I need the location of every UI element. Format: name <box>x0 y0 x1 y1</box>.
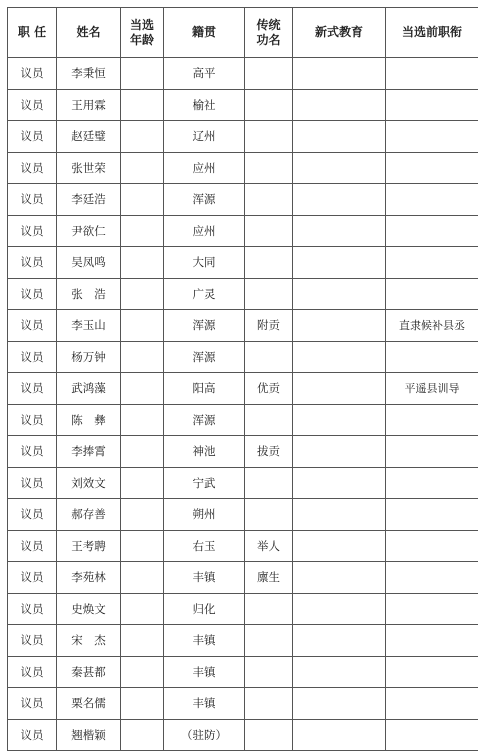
cell-prior-post <box>386 278 478 310</box>
cell-position: 议员 <box>8 436 57 468</box>
cell-native-place: 应州 <box>164 215 245 247</box>
table-row <box>8 656 478 688</box>
cell-position: 议员 <box>8 656 57 688</box>
cell-age <box>121 152 164 184</box>
cell-name: 李苑林 <box>57 562 121 594</box>
header-prior-post: 当选前职衔 <box>386 8 478 58</box>
cell-name: 李玉山 <box>57 310 121 342</box>
cell-age <box>121 373 164 405</box>
cell-prior-post <box>386 688 478 720</box>
cell-education <box>293 310 386 342</box>
cell-native-place: 丰镇 <box>164 625 245 657</box>
cell-name: 杨万钟 <box>57 341 121 373</box>
cell-name: 宋 杰 <box>57 625 121 657</box>
cell-prior-post <box>386 184 478 216</box>
cell-position: 议员 <box>8 562 57 594</box>
cell-education <box>293 89 386 121</box>
cell-native-place: 宁武 <box>164 467 245 499</box>
cell-native-place: 阳高 <box>164 373 245 405</box>
cell-education <box>293 152 386 184</box>
cell-title <box>245 184 293 216</box>
cell-title: 举人 <box>245 530 293 562</box>
cell-age <box>121 499 164 531</box>
cell-position: 议员 <box>8 530 57 562</box>
cell-title <box>245 58 293 90</box>
cell-prior-post <box>386 656 478 688</box>
table-row <box>8 89 478 121</box>
cell-education <box>293 688 386 720</box>
cell-name: 王考聘 <box>57 530 121 562</box>
cell-native-place: 丰镇 <box>164 656 245 688</box>
cell-title <box>245 656 293 688</box>
table-row <box>8 530 478 562</box>
cell-name: 张世荣 <box>57 152 121 184</box>
cell-position: 议员 <box>8 58 57 90</box>
cell-prior-post <box>386 58 478 90</box>
cell-position: 议员 <box>8 625 57 657</box>
cell-title: 优贡 <box>245 373 293 405</box>
cell-age <box>121 215 164 247</box>
cell-name: 李廷浩 <box>57 184 121 216</box>
table-row <box>8 215 478 247</box>
cell-prior-post <box>386 436 478 468</box>
cell-education <box>293 58 386 90</box>
cell-native-place: （驻防） <box>164 719 245 751</box>
cell-native-place: 神池 <box>164 436 245 468</box>
cell-native-place: 浑源 <box>164 184 245 216</box>
cell-name: 吴凤鸣 <box>57 247 121 279</box>
table-row <box>8 719 478 751</box>
cell-position: 议员 <box>8 121 57 153</box>
cell-title <box>245 688 293 720</box>
cell-name: 栗名儒 <box>57 688 121 720</box>
table-row <box>8 184 478 216</box>
cell-age <box>121 278 164 310</box>
cell-native-place: 朔州 <box>164 499 245 531</box>
cell-prior-post <box>386 719 478 751</box>
cell-position: 议员 <box>8 593 57 625</box>
cell-position: 议员 <box>8 278 57 310</box>
cell-prior-post: 平遥县训导 <box>386 373 478 405</box>
cell-education <box>293 656 386 688</box>
table-body <box>8 58 478 751</box>
cell-name: 刘效文 <box>57 467 121 499</box>
table-row <box>8 404 478 436</box>
cell-title <box>245 625 293 657</box>
cell-name: 李捧霄 <box>57 436 121 468</box>
cell-education <box>293 215 386 247</box>
cell-name: 郝存善 <box>57 499 121 531</box>
table-row <box>8 688 478 720</box>
cell-age <box>121 656 164 688</box>
table-row <box>8 341 478 373</box>
cell-name: 秦甚都 <box>57 656 121 688</box>
cell-education <box>293 530 386 562</box>
cell-title <box>245 278 293 310</box>
cell-title <box>245 121 293 153</box>
cell-age <box>121 467 164 499</box>
cell-title <box>245 719 293 751</box>
cell-title <box>245 247 293 279</box>
header-title <box>245 8 293 58</box>
cell-prior-post <box>386 530 478 562</box>
cell-education <box>293 247 386 279</box>
header-age-line1: 当选 <box>129 17 154 32</box>
cell-position: 议员 <box>8 247 57 279</box>
cell-age <box>121 593 164 625</box>
header-age-line2: 年龄 <box>129 32 154 47</box>
cell-prior-post <box>386 562 478 594</box>
members-table <box>7 7 478 751</box>
header-education: 新式教育 <box>293 8 386 58</box>
table-row <box>8 436 478 468</box>
cell-prior-post <box>386 247 478 279</box>
cell-native-place: 大同 <box>164 247 245 279</box>
cell-prior-post <box>386 499 478 531</box>
cell-age <box>121 341 164 373</box>
cell-title <box>245 152 293 184</box>
cell-education <box>293 404 386 436</box>
table-row <box>8 467 478 499</box>
cell-education <box>293 121 386 153</box>
cell-name: 赵廷璧 <box>57 121 121 153</box>
cell-name: 翘楷颖 <box>57 719 121 751</box>
cell-education <box>293 499 386 531</box>
cell-education <box>293 562 386 594</box>
header-title-line2: 功名 <box>256 32 281 47</box>
cell-position: 议员 <box>8 719 57 751</box>
cell-title <box>245 593 293 625</box>
cell-position: 议员 <box>8 499 57 531</box>
cell-native-place: 辽州 <box>164 121 245 153</box>
cell-education <box>293 467 386 499</box>
cell-age <box>121 184 164 216</box>
cell-position: 议员 <box>8 89 57 121</box>
cell-native-place: 高平 <box>164 58 245 90</box>
cell-age <box>121 562 164 594</box>
cell-age <box>121 688 164 720</box>
header-row <box>8 8 478 58</box>
cell-education <box>293 719 386 751</box>
cell-position: 议员 <box>8 373 57 405</box>
table-row <box>8 278 478 310</box>
cell-prior-post <box>386 152 478 184</box>
cell-age <box>121 625 164 657</box>
cell-age <box>121 247 164 279</box>
cell-age <box>121 58 164 90</box>
table-row <box>8 247 478 279</box>
cell-native-place: 应州 <box>164 152 245 184</box>
cell-age <box>121 404 164 436</box>
cell-age <box>121 719 164 751</box>
cell-position: 议员 <box>8 467 57 499</box>
cell-title <box>245 89 293 121</box>
cell-position: 议员 <box>8 404 57 436</box>
cell-education <box>293 436 386 468</box>
cell-prior-post <box>386 341 478 373</box>
cell-native-place: 榆社 <box>164 89 245 121</box>
cell-title: 廪生 <box>245 562 293 594</box>
cell-position: 议员 <box>8 152 57 184</box>
cell-prior-post <box>386 593 478 625</box>
cell-native-place: 右玉 <box>164 530 245 562</box>
cell-native-place: 浑源 <box>164 341 245 373</box>
table-row <box>8 562 478 594</box>
cell-name: 陈 彝 <box>57 404 121 436</box>
header-title-line1: 传统 <box>256 17 281 32</box>
header-age <box>121 8 164 58</box>
cell-title <box>245 467 293 499</box>
table-row <box>8 499 478 531</box>
cell-prior-post <box>386 215 478 247</box>
table-row <box>8 593 478 625</box>
cell-name: 史焕文 <box>57 593 121 625</box>
cell-position: 议员 <box>8 688 57 720</box>
cell-title <box>245 341 293 373</box>
table-row <box>8 310 478 342</box>
cell-education <box>293 373 386 405</box>
table-row <box>8 58 478 90</box>
cell-native-place: 浑源 <box>164 310 245 342</box>
cell-name: 李秉恒 <box>57 58 121 90</box>
cell-name: 尹欲仁 <box>57 215 121 247</box>
cell-education <box>293 625 386 657</box>
cell-position: 议员 <box>8 184 57 216</box>
cell-title: 附贡 <box>245 310 293 342</box>
cell-age <box>121 89 164 121</box>
cell-prior-post: 直隶候补县丞 <box>386 310 478 342</box>
cell-education <box>293 593 386 625</box>
cell-title <box>245 499 293 531</box>
cell-prior-post <box>386 404 478 436</box>
header-name: 姓名 <box>57 8 121 58</box>
cell-age <box>121 310 164 342</box>
header-position: 职 任 <box>8 8 57 58</box>
cell-age <box>121 530 164 562</box>
cell-name: 张 浩 <box>57 278 121 310</box>
cell-position: 议员 <box>8 215 57 247</box>
cell-prior-post <box>386 467 478 499</box>
cell-education <box>293 278 386 310</box>
cell-title <box>245 404 293 436</box>
cell-position: 议员 <box>8 341 57 373</box>
cell-native-place: 丰镇 <box>164 688 245 720</box>
cell-prior-post <box>386 625 478 657</box>
cell-age <box>121 121 164 153</box>
cell-native-place: 丰镇 <box>164 562 245 594</box>
cell-native-place: 广灵 <box>164 278 245 310</box>
cell-name: 王用霖 <box>57 89 121 121</box>
table-row <box>8 373 478 405</box>
cell-prior-post <box>386 121 478 153</box>
cell-position: 议员 <box>8 310 57 342</box>
table-row <box>8 625 478 657</box>
cell-age <box>121 436 164 468</box>
cell-native-place: 浑源 <box>164 404 245 436</box>
table-row <box>8 152 478 184</box>
header-native-place: 籍贯 <box>164 8 245 58</box>
cell-title: 拔贡 <box>245 436 293 468</box>
cell-name: 武鸿藻 <box>57 373 121 405</box>
cell-prior-post <box>386 89 478 121</box>
cell-education <box>293 341 386 373</box>
cell-title <box>245 215 293 247</box>
cell-education <box>293 184 386 216</box>
table-row <box>8 121 478 153</box>
cell-native-place: 归化 <box>164 593 245 625</box>
